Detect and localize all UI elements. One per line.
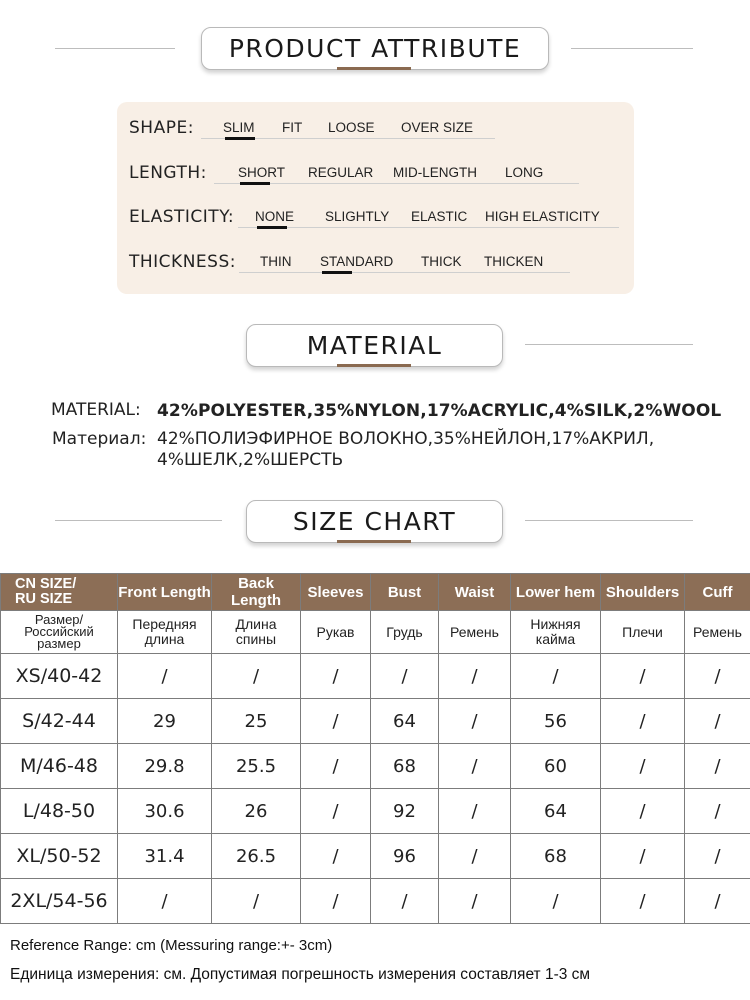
ru-column-header: Размер/ Российский размер [1, 611, 118, 654]
size-cell: S/42-44 [1, 699, 118, 744]
table-cell: 25 [212, 699, 301, 744]
ru-column-header: Ремень [439, 611, 511, 654]
size-chart-title [246, 500, 503, 543]
ru-column-header: Грудь [371, 611, 439, 654]
selected-option-marker [240, 182, 270, 185]
table-cell: 64 [511, 789, 601, 834]
material-en-label: MATERIAL: [51, 400, 141, 420]
table-cell: / [371, 654, 439, 699]
table-row [1, 654, 750, 699]
size-cell: M/46-48 [1, 744, 118, 789]
table-cell: / [301, 699, 371, 744]
attribute-option: HIGH ELASTICITY [485, 209, 600, 224]
table-row [1, 744, 750, 789]
divider-left [55, 520, 222, 521]
material-title [246, 324, 503, 367]
table-cell: / [371, 879, 439, 924]
attribute-option: MID-LENGTH [393, 165, 477, 180]
column-header: Sleeves [301, 574, 371, 611]
table-cell: 31.4 [118, 834, 212, 879]
table-header-row [1, 574, 750, 611]
attribute-row [117, 161, 634, 201]
attribute-option: THICK [421, 254, 462, 269]
table-cell: / [439, 699, 511, 744]
material-en-value: 42%POLYESTER,35%NYLON,17%ACRYLIC,4%SILK,2%WOOL [157, 401, 722, 421]
table-cell: / [601, 834, 685, 879]
attribute-label: LENGTH: [129, 163, 207, 183]
attribute-row [117, 116, 634, 156]
attribute-option: LONG [505, 165, 544, 180]
column-header: Back Length [212, 574, 301, 611]
material-ru-value-line2: 4%ШЕЛК,2%ШЕРСТЬ [157, 450, 344, 470]
table-cell: / [601, 699, 685, 744]
size-cell: L/48-50 [1, 789, 118, 834]
attribute-underline [238, 227, 619, 228]
table-row [1, 834, 750, 879]
attribute-option: FIT [282, 120, 303, 135]
table-cell: 64 [371, 699, 439, 744]
table-cell: / [685, 654, 750, 699]
title-accent-bar [337, 540, 411, 543]
table-cell: / [118, 654, 212, 699]
table-row [1, 699, 750, 744]
reference-note-ru: Единица измерения: см. Допустимая погрешность измерения составляет 1-3 см [10, 966, 591, 983]
table-cell: 68 [371, 744, 439, 789]
table-cell: / [601, 879, 685, 924]
title-accent-bar [337, 364, 411, 367]
reference-note-en: Reference Range: cm (Messuring range:+- 3cm) [10, 937, 333, 954]
table-cell: / [439, 789, 511, 834]
column-header: CN SIZE/ RU SIZE [1, 574, 118, 611]
selected-option-marker [257, 226, 287, 229]
attribute-row [117, 250, 634, 290]
attribute-label: SHAPE: [129, 118, 194, 138]
column-header: Bust [371, 574, 439, 611]
table-cell: 26.5 [212, 834, 301, 879]
table-cell: / [685, 699, 750, 744]
table-cell: / [301, 744, 371, 789]
table-cell: / [301, 654, 371, 699]
attribute-underline [239, 272, 570, 273]
attribute-label: ELASTICITY: [129, 207, 235, 227]
table-cell: 26 [212, 789, 301, 834]
divider-right [525, 344, 693, 345]
attribute-option: REGULAR [308, 165, 374, 180]
attribute-option: NONE [255, 209, 295, 224]
column-header: Cuff [685, 574, 750, 611]
table-cell: 29 [118, 699, 212, 744]
attribute-option: LOOSE [328, 120, 375, 135]
product-attribute-title [201, 27, 549, 70]
table-cell: / [212, 654, 301, 699]
table-cell: 96 [371, 834, 439, 879]
table-cell: / [685, 879, 750, 924]
ru-column-header: Длина спины [212, 611, 301, 654]
table-cell: 68 [511, 834, 601, 879]
table-cell: 25.5 [212, 744, 301, 789]
table-cell: / [601, 654, 685, 699]
attribute-label: THICKNESS: [129, 252, 236, 272]
ru-column-header: Ремень [685, 611, 750, 654]
table-cell: / [301, 879, 371, 924]
column-header: Lower hem [511, 574, 601, 611]
table-cell: 60 [511, 744, 601, 789]
table-row [1, 789, 750, 834]
ru-column-header: Рукав [301, 611, 371, 654]
size-chart-title-text: SIZE CHART [292, 507, 457, 536]
attribute-option: SLIM [223, 120, 255, 135]
attribute-option: THICKEN [484, 254, 544, 269]
attribute-option: ELASTIC [411, 209, 468, 224]
ru-column-header: Плечи [601, 611, 685, 654]
attribute-option: THIN [260, 254, 292, 269]
table-ru-header-row [1, 611, 750, 654]
table-cell: / [118, 879, 212, 924]
attribute-row [117, 205, 634, 245]
material-title-text: MATERIAL [306, 331, 443, 360]
table-cell: 92 [371, 789, 439, 834]
table-cell: / [439, 744, 511, 789]
table-cell: / [439, 879, 511, 924]
divider-right [525, 520, 693, 521]
title-accent-bar [337, 67, 411, 70]
column-header: Shoulders [601, 574, 685, 611]
ru-column-header: Передняя длина [118, 611, 212, 654]
table-cell: / [301, 834, 371, 879]
table-cell: / [212, 879, 301, 924]
product-attribute-title-text: PRODUCT ATTRIBUTE [228, 34, 522, 63]
table-cell: / [685, 834, 750, 879]
divider-right [571, 48, 693, 49]
table-cell: / [685, 744, 750, 789]
selected-option-marker [322, 271, 352, 274]
attribute-card [117, 102, 634, 294]
table-cell: / [511, 879, 601, 924]
table-cell: / [301, 789, 371, 834]
column-header: Front Length [118, 574, 212, 611]
attribute-option: STANDARD [320, 254, 394, 269]
attribute-option: OVER SIZE [401, 120, 474, 135]
table-cell: / [601, 789, 685, 834]
ru-column-header: Нижняя кайма [511, 611, 601, 654]
column-header: Waist [439, 574, 511, 611]
table-cell: / [439, 834, 511, 879]
size-cell: XS/40-42 [1, 654, 118, 699]
size-cell: XL/50-52 [1, 834, 118, 879]
size-chart-table [0, 573, 750, 924]
material-ru-label: Материал: [52, 429, 147, 449]
divider-left [55, 48, 175, 49]
table-cell: 56 [511, 699, 601, 744]
selected-option-marker [225, 137, 255, 140]
table-cell: 29.8 [118, 744, 212, 789]
table-row [1, 879, 750, 924]
attribute-option: SLIGHTLY [325, 209, 390, 224]
table-cell: 30.6 [118, 789, 212, 834]
table-cell: / [601, 744, 685, 789]
table-cell: / [439, 654, 511, 699]
attribute-option: SHORT [238, 165, 286, 180]
table-cell: / [511, 654, 601, 699]
table-cell: / [685, 789, 750, 834]
size-cell: 2XL/54-56 [1, 879, 118, 924]
material-ru-value-line1: 42%ПОЛИЭФИРНОЕ ВОЛОКНО,35%НЕЙЛОН,17%АКРИЛ, [157, 429, 655, 449]
